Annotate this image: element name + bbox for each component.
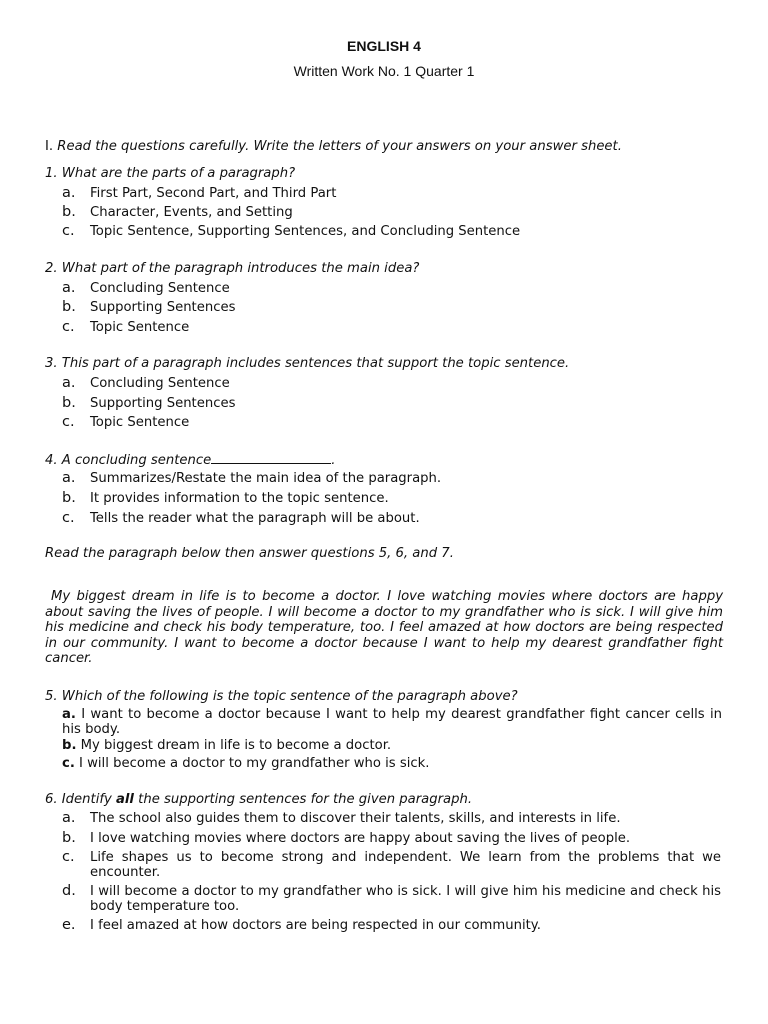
option-text: My biggest dream in life is to become a doctor. <box>80 738 392 753</box>
option-letter: b. <box>62 204 76 220</box>
option-letter: b. <box>62 299 76 315</box>
question-6-option-a <box>62 811 722 826</box>
question-1-option-b <box>62 204 293 221</box>
question-2-option-b <box>62 299 235 316</box>
page-subtitle: Written Work No. 1 Quarter 1 <box>293 63 475 79</box>
option-text: I love watching movies where doctors are happy about saving the lives of people. <box>90 831 631 846</box>
option-letter: c. <box>62 510 75 526</box>
option-text: Topic Sentence, Supporting Sentences, and Concluding Sentence <box>90 224 521 239</box>
option-letter: a. <box>62 707 76 722</box>
question-number: 4. <box>45 453 58 468</box>
question-5-option-b <box>62 738 391 754</box>
question-4-option-b <box>62 490 389 507</box>
option-letter: c. <box>62 319 75 335</box>
option-letter: a. <box>62 810 76 826</box>
option-letter: b. <box>62 395 76 411</box>
question-number: 2. <box>45 261 58 276</box>
question-3-option-a <box>62 375 230 392</box>
option-text: Character, Events, and Setting <box>90 205 293 220</box>
option-text: Tells the reader what the paragraph will be about. <box>90 511 420 526</box>
question-4-option-c <box>62 510 420 527</box>
question-text: This part of a paragraph includes sentences that support the topic sentence. <box>61 356 570 371</box>
page-title: ENGLISH 4 <box>347 38 421 54</box>
question-5 <box>45 689 518 705</box>
question-5-option-c <box>62 756 429 772</box>
question-6-option-e <box>62 918 722 933</box>
option-letter: a. <box>62 470 76 486</box>
question-text: Which of the following is the topic sentence of the paragraph above? <box>61 689 518 704</box>
option-text: Summarizes/Restate the main idea of the paragraph. <box>90 471 442 486</box>
option-letter: c. <box>62 756 75 771</box>
question-6-option-c <box>62 850 722 880</box>
question-1-option-a <box>62 185 336 202</box>
instructions-text: Read the questions carefully. Write the letters of your answers on your answer sheet. <box>57 139 622 154</box>
option-text: Life shapes us to become strong and independent. We learn from the problems that we encounter. <box>90 850 721 880</box>
question-text-after: the supporting sentences for the given paragraph. <box>133 792 473 807</box>
option-text: I want to become a doctor because I want to help my dearest grandfather fight cancer cells in his body. <box>62 707 722 737</box>
question-5-option-a <box>62 707 722 737</box>
option-text: The school also guides them to discover their talents, skills, and interests in life. <box>90 811 621 826</box>
option-text: Topic Sentence <box>90 320 190 335</box>
question-end: . <box>331 453 336 468</box>
option-letter: a. <box>62 375 76 391</box>
question-3-option-b <box>62 395 235 412</box>
option-letter: b. <box>62 830 76 846</box>
option-letter: a. <box>62 185 76 201</box>
option-text: I will become a doctor to my grandfather who is sick. I will give him his medicine and check his body temperature too. <box>90 884 721 914</box>
instructions <box>45 139 622 155</box>
reading-paragraph: My biggest dream in life is to become a doctor. I love watching movies where doctors are happy about saving the lives of people. I will become a doctor to my grandfather who is sick. I will give him his medicine and check his body temperature, too. I feel amazed at how doctors are being respected in our community. I want to become a doctor because I want to help my dearest grandfather fight cancer. <box>45 589 723 666</box>
answer-blank <box>211 451 331 464</box>
option-letter: c. <box>62 223 75 239</box>
option-text: Supporting Sentences <box>90 300 236 315</box>
question-4 <box>45 451 335 469</box>
option-letter: b. <box>62 738 77 753</box>
question-1 <box>45 166 295 182</box>
option-letter: c. <box>62 414 75 430</box>
option-text: It provides information to the topic sentence. <box>90 491 389 506</box>
question-number: 5. <box>45 689 58 704</box>
option-letter: a. <box>62 280 76 296</box>
option-text: Topic Sentence <box>90 415 190 430</box>
option-letter: c. <box>62 849 75 865</box>
option-letter: d. <box>62 883 76 899</box>
option-letter: b. <box>62 490 76 506</box>
question-3-option-c <box>62 414 189 431</box>
question-text-bold: all <box>116 792 134 807</box>
option-text: Concluding Sentence <box>90 281 230 296</box>
question-number: 1. <box>45 166 58 181</box>
question-1-option-c <box>62 223 520 240</box>
question-6-option-b <box>62 831 722 846</box>
question-6-option-d <box>62 884 722 914</box>
question-number: 3. <box>45 356 58 371</box>
option-text: I feel amazed at how doctors are being respected in our community. <box>90 918 541 933</box>
option-text: Concluding Sentence <box>90 376 230 391</box>
question-text-before: Identify <box>61 792 117 807</box>
question-text: What are the parts of a paragraph? <box>61 166 296 181</box>
question-6 <box>45 792 472 808</box>
option-text: First Part, Second Part, and Third Part <box>90 186 337 201</box>
question-number: 6. <box>45 792 58 807</box>
option-text: I will become a doctor to my grandfather who is sick. <box>79 756 430 771</box>
option-text: Supporting Sentences <box>90 396 236 411</box>
question-3 <box>45 356 569 372</box>
question-text: A concluding sentence <box>61 453 212 468</box>
question-2 <box>45 261 419 277</box>
question-4-option-a <box>62 470 441 487</box>
instructions-number: I. <box>45 139 54 154</box>
question-2-option-a <box>62 280 230 297</box>
question-text: What part of the paragraph introduces the main idea? <box>61 261 420 276</box>
question-2-option-c <box>62 319 189 336</box>
option-letter: e. <box>62 917 76 933</box>
reading-instruction: Read the paragraph below then answer questions 5, 6, and 7. <box>45 546 454 561</box>
